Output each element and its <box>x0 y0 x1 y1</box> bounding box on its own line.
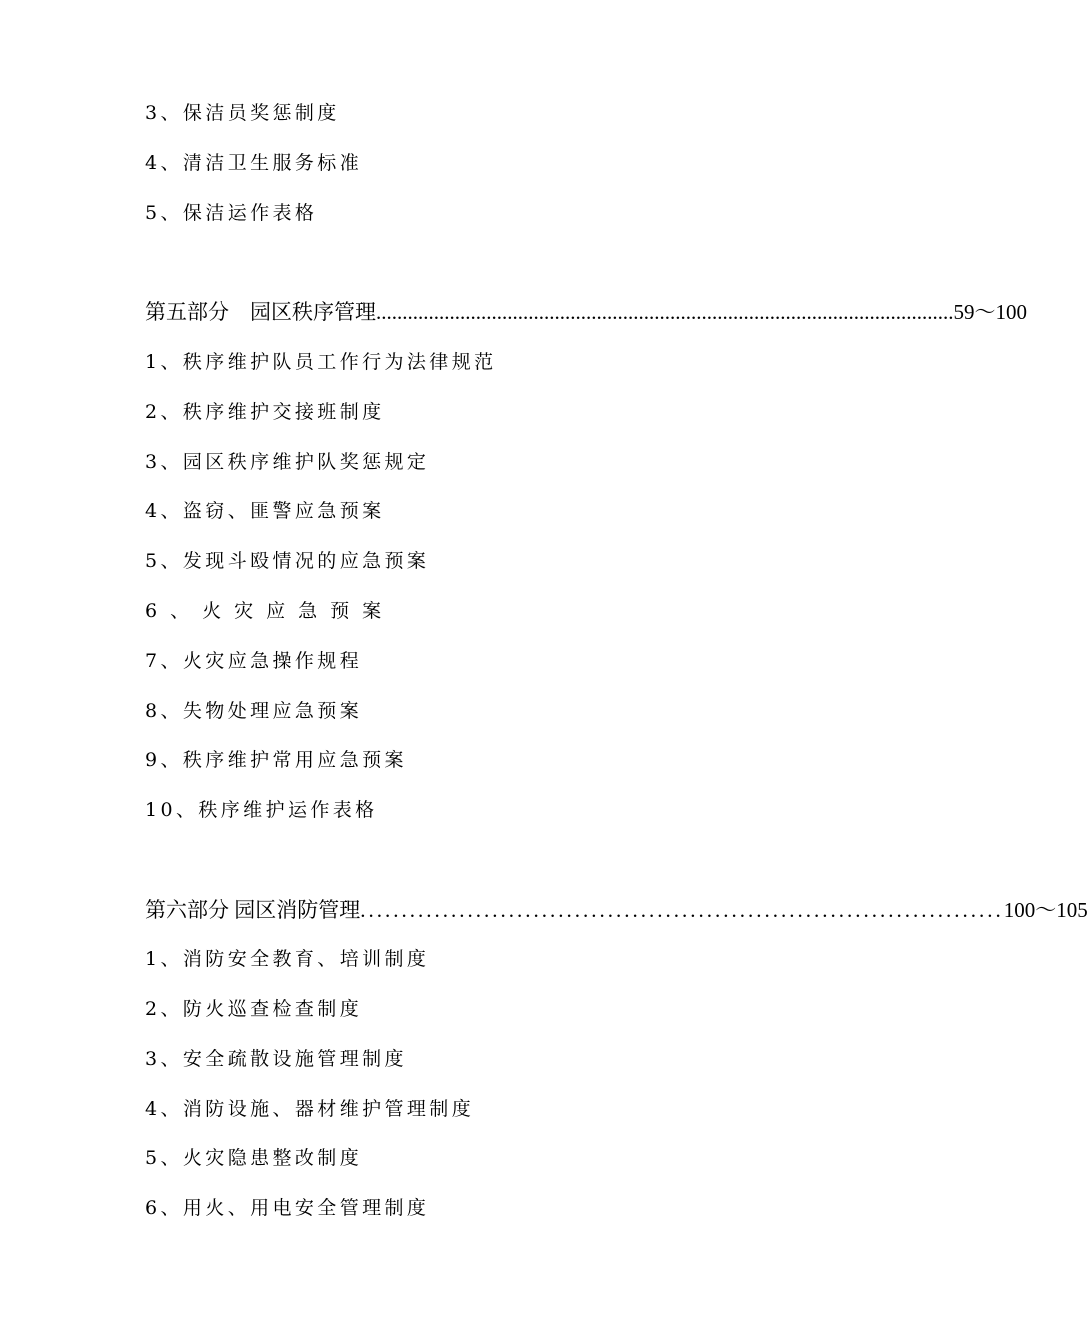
toc-item: 9、秩序维护常用应急预案 <box>145 749 407 771</box>
toc-item: 6、用火、用电安全管理制度 <box>145 1197 430 1219</box>
section-title: 第六部分 园区消防管理 <box>145 898 361 922</box>
toc-item: 3、保洁员奖惩制度 <box>145 102 340 124</box>
toc-item: 7、火灾应急操作规程 <box>145 650 363 672</box>
toc-item: 2、秩序维护交接班制度 <box>145 401 385 423</box>
toc-item: 4、消防设施、器材维护管理制度 <box>145 1098 475 1120</box>
toc-item: 10、秩序维护运作表格 <box>145 799 378 821</box>
toc-item: 8、失物处理应急预案 <box>145 700 363 722</box>
toc-item: 5、火灾隐患整改制度 <box>145 1147 363 1169</box>
toc-item: 1、秩序维护队员工作行为法律规范 <box>145 351 497 373</box>
toc-item: 4、清洁卫生服务标准 <box>145 152 363 174</box>
toc-section-heading <box>145 898 1088 922</box>
toc-item: 6、火灾应急预案 <box>145 600 395 622</box>
toc-item: 5、保洁运作表格 <box>145 202 318 224</box>
toc-item: 1、消防安全教育、培训制度 <box>145 948 430 970</box>
toc-item: 5、发现斗殴情况的应急预案 <box>145 550 430 572</box>
section-page-range: 59～100 <box>953 300 1027 324</box>
leader-dots: .............................................................................................................. <box>376 300 954 324</box>
toc-section-heading <box>145 300 1027 324</box>
section-title: 第五部分 园区秩序管理 <box>145 300 376 324</box>
leader-dots: .............................................................................. <box>360 898 1004 922</box>
toc-item: 3、园区秩序维护队奖惩规定 <box>145 451 430 473</box>
toc-item: 2、防火巡查检查制度 <box>145 998 363 1020</box>
toc-item: 4、盗窃、匪警应急预案 <box>145 500 385 522</box>
toc-item: 3、安全疏散设施管理制度 <box>145 1048 407 1070</box>
section-page-range: 100～105 <box>1003 898 1088 922</box>
